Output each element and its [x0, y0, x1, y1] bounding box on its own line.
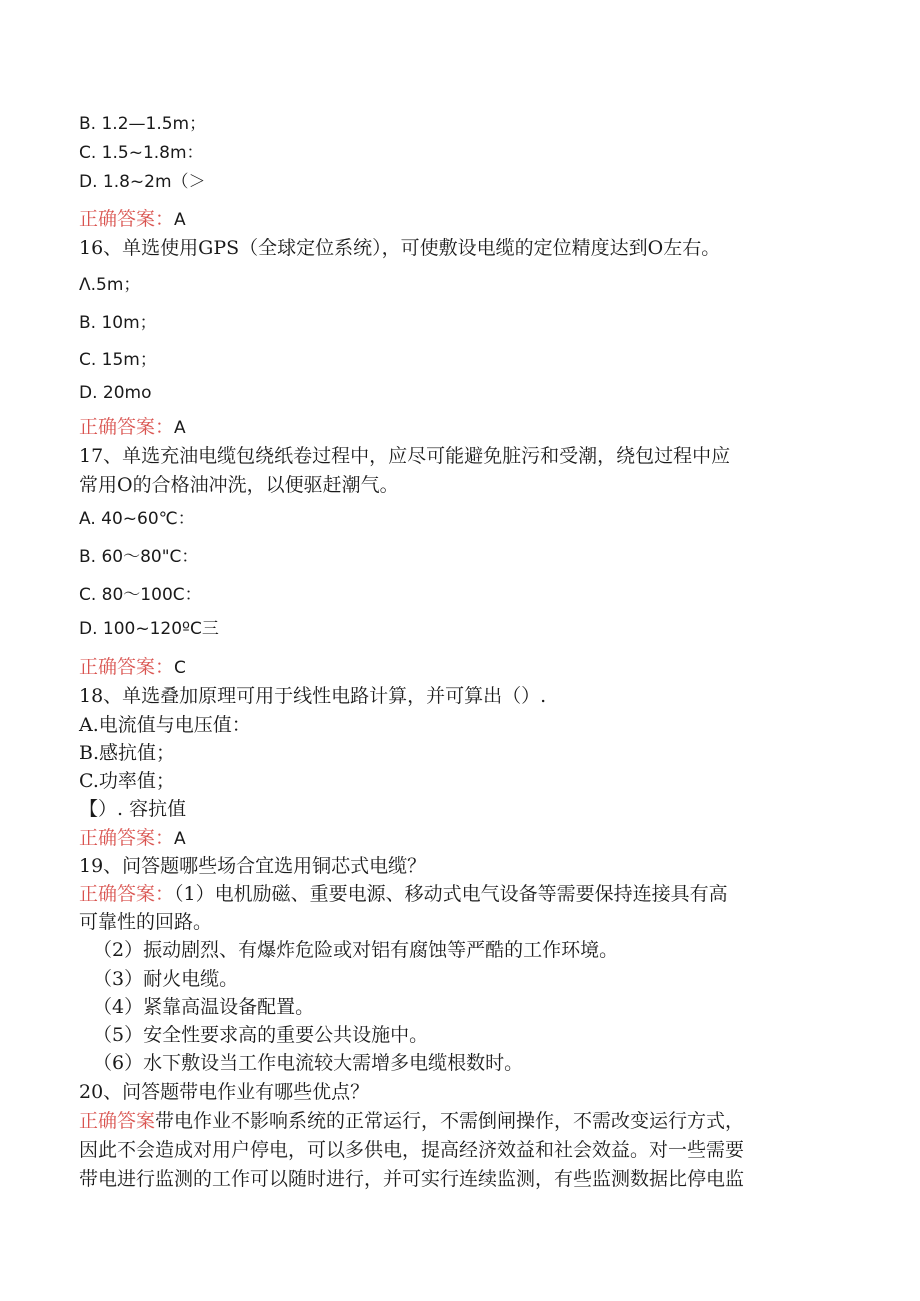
answer-label: 正确答案：: [79, 656, 175, 678]
q19-question: 19、问答题哪些场合宜选用铜芯式电缆？: [79, 855, 427, 877]
q18-option-b: B.感抗值；: [79, 742, 176, 764]
q17-question-line-1: 17、单选充油电缆包绕纸卷过程中，应尽可能避免脏污和受潮，绕包过程中应: [79, 445, 731, 467]
q16-option-d: D. 20mo: [79, 383, 152, 403]
q16-option-c: C. 15m；: [79, 350, 157, 370]
q20-answer-line-2: 因此不会造成对用户停电，可以多供电，提高经济效益和社会效益。对一些需要: [79, 1139, 745, 1161]
answer-value: A: [174, 210, 186, 230]
q17-option-b: B. 60～80"C：: [79, 547, 199, 567]
q20-answer: [79, 1108, 744, 1134]
q18-option-a: A.电流值与电压值：: [79, 714, 251, 736]
q20-answer-line-3: 带电进行监测的工作可以随时进行，并可实行连续监测，有些监测数据比停电监: [79, 1168, 745, 1190]
q17-option-a: A. 40~60℃：: [79, 509, 195, 529]
q19-answer-line-1: （1）电机励磁、重要电源、移动式电气设备等需要保持连接具有高: [174, 883, 728, 905]
q19-answer: [79, 881, 728, 907]
q17-answer: [79, 654, 186, 681]
q18-question: 18、单选叠加原理可用于线性电路计算，并可算出（）.: [79, 685, 547, 707]
q15-option-c: C. 1.5~1.8m：: [79, 143, 204, 163]
q16-question: 16、单选使用GPS（全球定位系统），可使敷设电缆的定位精度达到O左右。: [79, 237, 721, 259]
answer-label: 正确答案: [79, 1110, 156, 1132]
q15-option-d: D. 1.8~2m（＞: [79, 172, 206, 192]
q15-option-b: B. 1.2—1.5m；: [79, 114, 207, 134]
q18-answer: [79, 825, 186, 852]
q17-option-d: D. 100~120ºC三: [79, 619, 219, 639]
answer-value: A: [174, 829, 186, 849]
answer-label: 正确答案：: [79, 827, 175, 849]
q18-option-d: 【）. 容抗值: [79, 798, 187, 820]
answer-value: A: [174, 418, 186, 438]
answer-label: 正确答案：: [79, 883, 175, 905]
answer-value: C: [174, 658, 186, 678]
q15-answer: [79, 206, 186, 233]
q16-option-b: B. 10m；: [79, 313, 157, 333]
q20-answer-line-1: 带电作业不影响系统的正常运行，不需倒闸操作，不需改变运行方式，: [155, 1110, 745, 1132]
answer-label: 正确答案：: [79, 208, 175, 230]
q18-option-c: C.功率值；: [79, 770, 175, 792]
q17-question-line-2: 常用O的合格油冲洗，以便驱赶潮气。: [79, 474, 399, 496]
q17-option-c: C. 80～100C：: [79, 585, 202, 605]
q19-answer-item-3: （3）耐火电缆。: [93, 968, 239, 990]
q19-answer-item-2: （2）振动剧烈、有爆炸危险或对铝有腐蚀等严酷的工作环境。: [93, 939, 619, 961]
q16-answer: [79, 414, 186, 441]
q19-answer-item-6: （6）水下敷设当工作电流较大需增多电缆根数时。: [93, 1052, 524, 1074]
q19-answer-item-5: （5）安全性要求高的重要公共设施中。: [93, 1024, 429, 1046]
q16-option-a: Λ.5m；: [79, 275, 141, 295]
answer-label: 正确答案：: [79, 416, 175, 438]
q19-answer-item-4: （4）紧靠高温设备配置。: [93, 996, 315, 1018]
q19-answer-line-2: 可靠性的回路。: [79, 911, 213, 933]
q20-question: 20、问答题带电作业有哪些优点？: [79, 1081, 370, 1103]
